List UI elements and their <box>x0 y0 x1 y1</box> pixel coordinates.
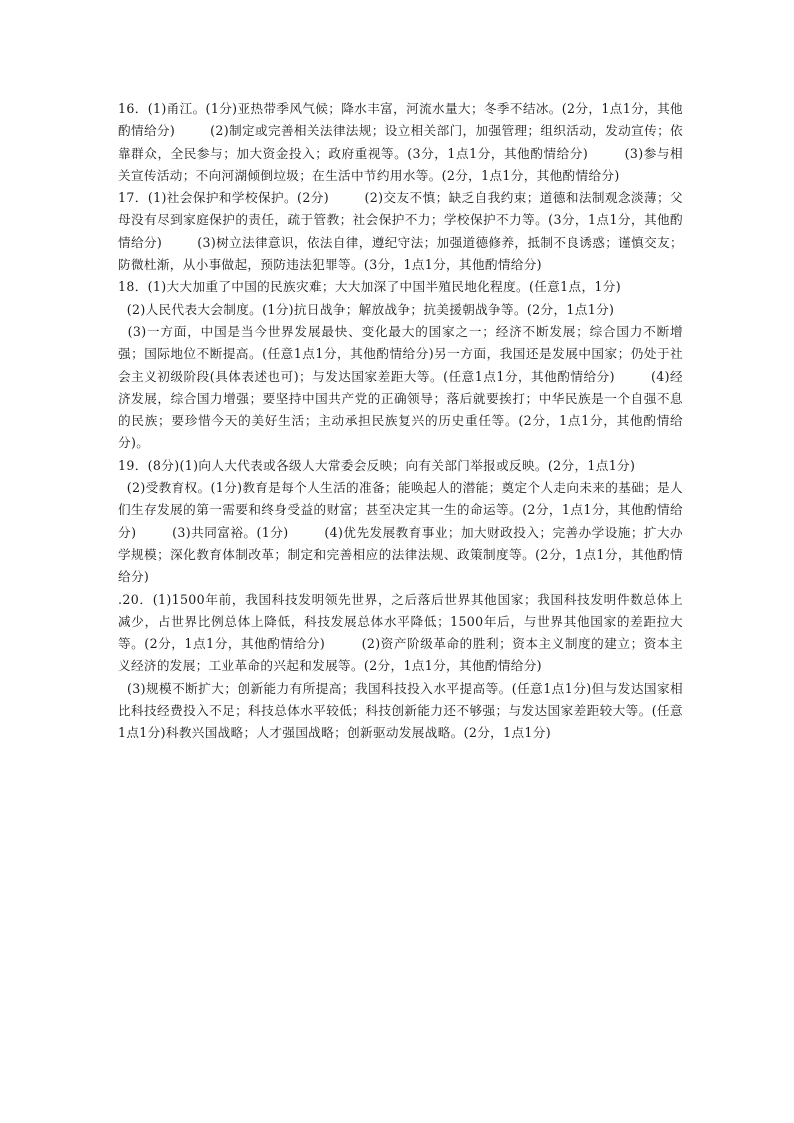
answer-17: 17．(1)社会保护和学校保护。(2分) (2)交友不慎；缺乏自我约束；道德和法制观念淡薄；父母没有尽到家庭保护的责任，疏于管教；社会保护不力；学校保护不力等。(3分，1点1分，其他酌情给分) (3)树立法律意识，依法自律，遵纪守法；加强道德修养，抵制不良诱惑；谨慎交友；防微杜渐，从小事做起，预防违法犯罪等。(3分，1点1分，其他酌情给分) <box>118 190 683 273</box>
answer-19-part-1: 19．(8分)(1)向人大代表或各级人大常委会反映；向有关部门举报或反映。(2分，1点1分) <box>118 457 636 473</box>
answer-19-part-2-4: (2)受教育权。(1分)教育是每个人生活的准备；能唤起人的潜能；奠定个人走向未来的基础；是人们生存发展的第一需要和终身受益的财富；甚至决定其一生的命运等。(2分，1点1分，其他酌情给分) (3)共同富裕。(1分) (4)优先发展教育事业；加大财政投入；完善办学设施；扩大办学规模；深化教育体制改革；制定和完善相应的法律法规、政策制度等。(2分，1点1分，其他酌情给分) <box>118 480 683 585</box>
answer-18-part-1: 18．(1)大大加重了中国的民族灾难；大大加深了中国半殖民地化程度。(任意1点，1分) <box>118 279 621 295</box>
answer-18-part-3-4: (3)一方面，中国是当今世界发展最快、变化最大的国家之一；经济不断发展；综合国力不断增强；国际地位不断提高。(任意1点1分，其他酌情给分)另一方面，我国还是发展中国家；仍处于社会主义初级阶段(具体表述也可)；与发达国家差距大等。(任意1点1分，其他酌情给分) (4)经济发展，综合国力增强；要坚持中国共产党的正确领导；落后就要挨打；中华民族是一个自强不息的民族；要珍惜今天的美好生活；主动承担民族复兴的历史重任等。(2分，1点1分，其他酌情给分)。 <box>118 323 684 451</box>
answer-key-document <box>118 98 683 745</box>
answer-18-part-2: (2)人民代表大会制度。(1分)抗日战争；解放战争；抗美援朝战争等。(2分，1点1分) <box>118 301 615 317</box>
answer-16: 16．(1)甬江。(1分)亚热带季风气候；降水丰富，河流水量大；冬季不结冰。(2分，1点1分，其他酌情给分) (2)制定或完善相关法律法规；设立相关部门，加强管理；组织活动，发动宣传；依靠群众，全民参与；加大资金投入；政府重视等。(3分，1点1分，其他酌情给分) (3)参与相关宣传活动；不向河湖倾倒垃圾；在生活中节约用水等。(2分，1点1分，其他酌情给分) <box>118 101 683 183</box>
answer-20-part-1-2: .20．(1)1500年前，我国科技发明领先世界，之后落后世界其他国家；我国科技发明件数总体上减少，占世界比例总体上降低，科技发展总体水平降低；1500年后，与世界其他国家的差距拉大等。(2分，1点1分，其他酌情给分) (2)资产阶级革命的胜利；资本主义制度的建立；资本主义经济的发展；工业革命的兴起和发展等。(2分，1点1分，其他酌情给分) <box>118 591 683 674</box>
answer-20-part-3: (3)规模不断扩大；创新能力有所提高；我国科技投入水平提高等。(任意1点1分)但与发达国家相比科技经费投入不足；科技总体水平较低；科技创新能力还不够强；与发达国家差距较大等。(任意1点1分)科教兴国战略；人才强国战略；创新驱动发展战略。(2分，1点1分) <box>118 680 683 741</box>
